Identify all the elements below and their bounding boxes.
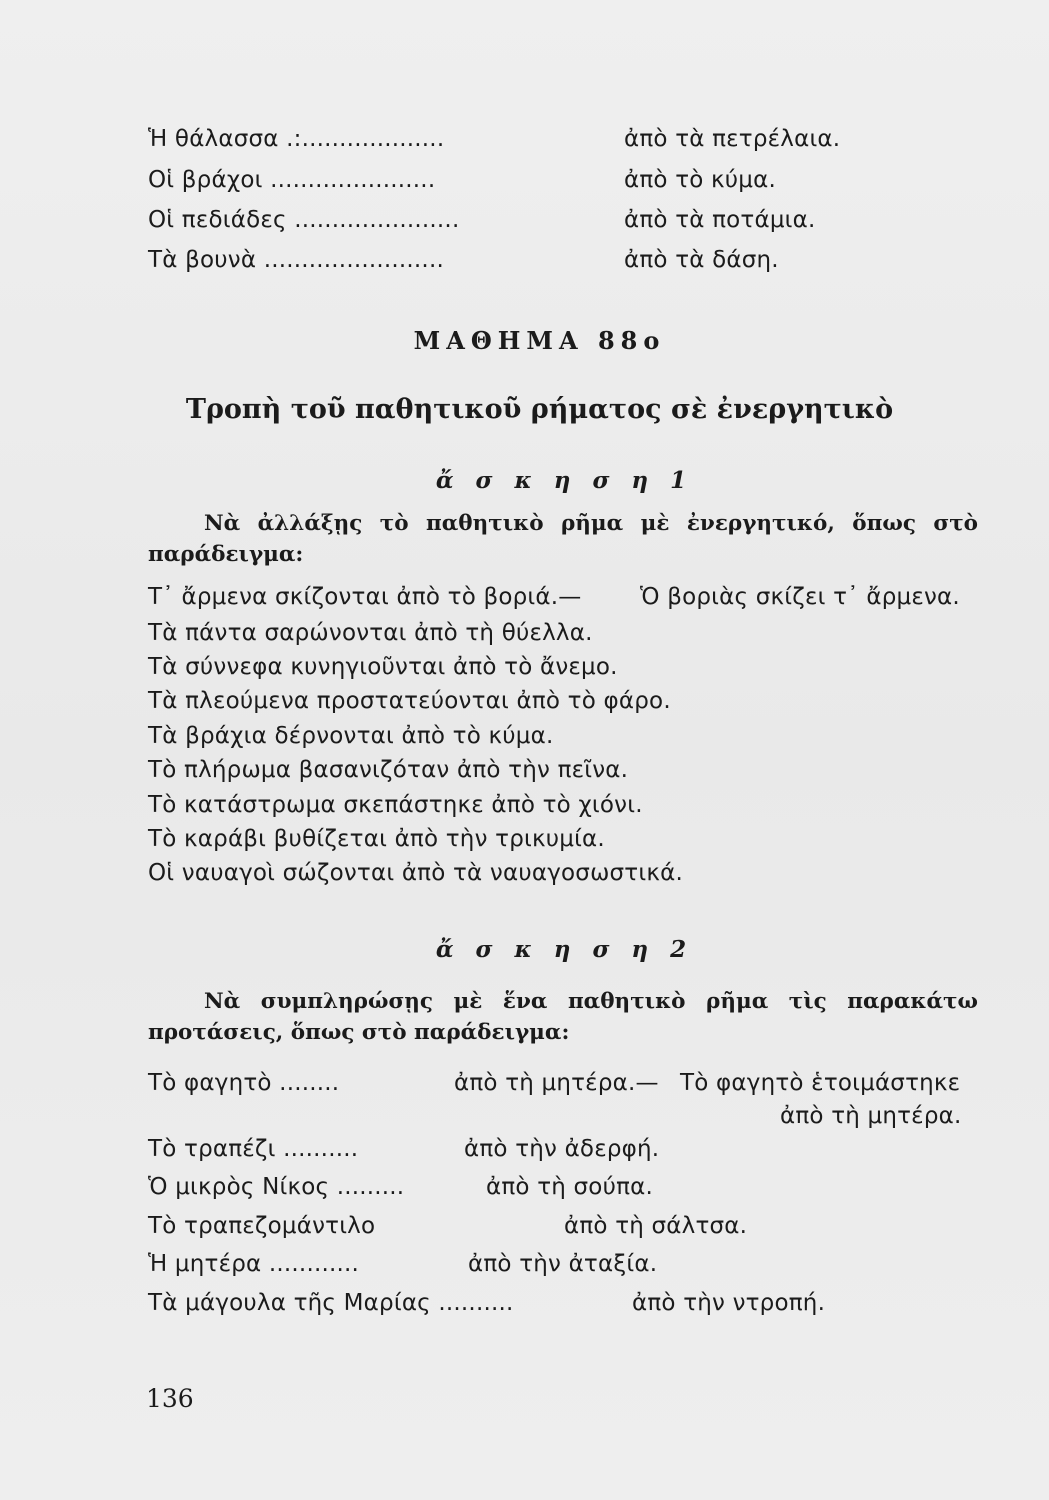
- exercise-2-item-right: ἀπὸ τὴν ντροπή.: [632, 1290, 826, 1316]
- exercise-1-instruction-text: Νὰ ἀλλάξῃς τὸ παθητικὸ ρῆμα μὲ ἐνεργητικό, ὅπως στὸ παράδειγμα:: [148, 511, 978, 567]
- exercise-2-item-4: [148, 1251, 978, 1281]
- exercise-2-example-continuation: ἀπὸ τὴ μητέρα.: [780, 1103, 962, 1129]
- lesson-title: ΜΑΘΗΜΑ 88ο: [413, 326, 666, 355]
- exercise-2-item-left: Τὸ τραπεζομάντιλο: [148, 1213, 376, 1239]
- exercise-2-item-left: Τὰ μάγουλα τῆς Μαρίας ..........: [148, 1290, 514, 1316]
- top-line-2-left: Οἱ βράχοι ......................: [148, 167, 436, 193]
- top-line-3-left: Οἱ πεδιάδες ......................: [148, 207, 460, 233]
- exercise-2-item-right: ἀπὸ τὴ σάλτσα.: [564, 1213, 748, 1239]
- exercise-2-example-right: Τὸ φαγητὸ ἑτοιμάστηκε: [680, 1070, 961, 1096]
- page-number: 136: [146, 1384, 194, 1413]
- exercise-2-item-left: Ὁ μικρὸς Νίκος .........: [148, 1174, 405, 1200]
- exercise-1-sentence: Τὸ κατάστρωμα σκεπάστηκε ἀπὸ τὸ χιόνι.: [148, 792, 643, 818]
- exercise-2-item-left: Ἡ μητέρα ............: [148, 1251, 360, 1277]
- exercise-2-example-mid: ἀπὸ τὴ μητέρα.—: [454, 1070, 659, 1096]
- exercise-2-example-left: Τὸ φαγητὸ ........: [148, 1070, 340, 1096]
- top-line-3-right: ἀπὸ τὰ ποτάμια.: [624, 207, 816, 233]
- exercise-1-sentence: Τὰ πλεούμενα προστατεύονται ἀπὸ τὸ φάρο.: [148, 688, 671, 714]
- exercise-1-heading: ἄ σ κ η σ η 1: [435, 467, 694, 494]
- exercise-1-instruction: [148, 508, 978, 570]
- exercise-1-example: [148, 584, 978, 614]
- exercise-2-item-1: [148, 1136, 978, 1166]
- exercise-1-example-right: Ὁ βοριὰς σκίζει τ᾽ ἄρμενα.: [640, 584, 960, 610]
- top-line-3: [148, 207, 868, 237]
- exercise-1-sentence: Τὰ βράχια δέρνονται ἀπὸ τὸ κύμα.: [148, 723, 554, 749]
- exercise-1-sentence: Τὰ πάντα σαρώνονται ἀπὸ τὴ θύελλα.: [148, 620, 593, 646]
- top-line-4-left: Τὰ βουνὰ ........................: [148, 247, 444, 273]
- exercise-2-item-left: Τὸ τραπέζι ..........: [148, 1136, 359, 1162]
- top-line-1-left: Ἡ θάλασσα .:...................: [148, 126, 445, 152]
- exercise-1-sentence: Τὰ σύννεφα κυνηγιοῦνται ἀπὸ τὸ ἄνεμο.: [148, 654, 618, 680]
- exercise-2-item-3: [148, 1213, 978, 1243]
- exercise-1-sentence: Τὸ καράβι βυθίζεται ἀπὸ τὴν τρικυμία.: [148, 826, 605, 852]
- top-line-1: [148, 126, 868, 156]
- top-line-2: [148, 167, 868, 197]
- exercise-1-example-left: Τ᾽ ἄρμενα σκίζονται ἀπὸ τὸ βοριά.—: [148, 584, 582, 610]
- exercise-2-item-right: ἀπὸ τὴν ἀδερφή.: [464, 1136, 660, 1162]
- exercise-2-item-5: [148, 1290, 978, 1320]
- exercise-1-sentence: Τὸ πλήρωμα βασανιζόταν ἀπὸ τὴν πεῖνα.: [148, 757, 629, 783]
- top-line-4: [148, 247, 868, 277]
- exercise-1-sentence: Οἱ ναυαγοὶ σώζονται ἀπὸ τὰ ναυαγοσωστικά.: [148, 860, 683, 886]
- lesson-subtitle: Τροπὴ τοῦ παθητικοῦ ρήματος σὲ ἐνεργητικὸ: [185, 394, 894, 425]
- exercise-2-heading: ἄ σ κ η σ η 2: [435, 936, 694, 963]
- exercise-2-instruction: [148, 986, 978, 1048]
- exercise-2-item-right: ἀπὸ τὴν ἀταξία.: [468, 1251, 658, 1277]
- exercise-2-instruction-text: Νὰ συμπληρώσῃς μὲ ἕνα παθητικὸ ρῆμα τὶς παρακάτω προτάσεις, ὅπως στὸ παράδειγμα:: [148, 989, 978, 1045]
- top-line-2-right: ἀπὸ τὸ κύμα.: [624, 167, 776, 193]
- top-line-1-right: ἀπὸ τὰ πετρέλαια.: [624, 126, 841, 152]
- exercise-2-item-right: ἀπὸ τὴ σούπα.: [486, 1174, 654, 1200]
- exercise-2-item-2: [148, 1174, 978, 1204]
- exercise-2-example: [148, 1070, 978, 1100]
- top-line-4-right: ἀπὸ τὰ δάση.: [624, 247, 779, 273]
